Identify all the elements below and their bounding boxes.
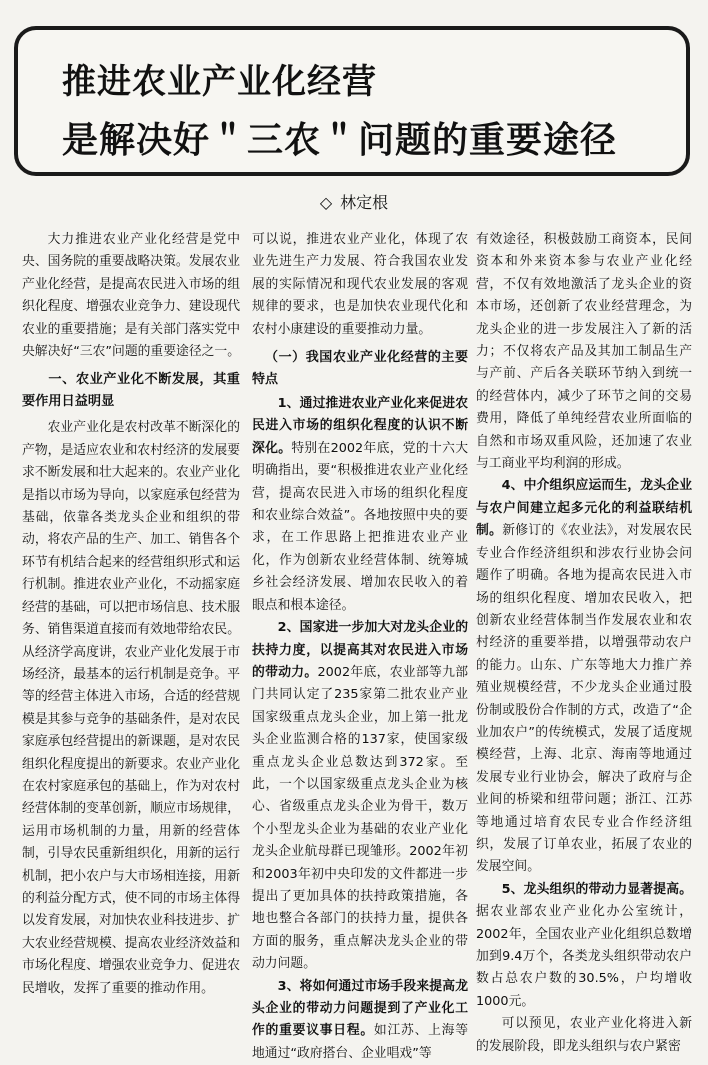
paragraph: 有效途径，积极鼓励工商资本，民间资本和外来资本参与农业产业化经营，不仅有效地激活了龙头企业的资本市场，还创新了农业经营理念，为龙头企业的进一步发展注入了新的活力；不仅将农产品及其加工制品生产与产前、产后各关联环节纳入到统一的经营体内，减少了环节之间的交易费用，降低了单纯经营农业所面临的自然和市场双重风险，还加速了农业与工商业平均利润的形成。 [476,232,692,472]
point-lead: 5、龙头组织的带动力显著提高。 [501,881,692,897]
point-lead: 3、将如何通过市场手段来提高龙头企业的带动力问题提到了产业化工作的重要议事日程。 [252,978,468,1039]
column-3 [476,229,692,1054]
column-1 [22,229,241,996]
point-lead: 4、中介组织应运而生，龙头企业与农户间建立起多元化的利益联结机制。 [476,478,692,539]
column-2 [252,229,468,1061]
section-heading: 一、农业产业化不断发展，其重要作用日益明显 [22,372,240,410]
paragraph: 可以说，推进农业产业化，体现了农业先进生产力发展、符合我国农业发展的实际情况和现代农业发展的客观规律的要求，也是加快农业现代化和农村小康建设的重要推动力量。 [252,232,468,337]
point-lead: 1、通过推进农业产业化来促进农民进入市场的组织化程度的认识不断深化。 [252,396,468,456]
byline [0,190,708,213]
point-text: 如江苏、上海等地通过“政府搭台、企业唱戏”等 [252,1023,468,1061]
paragraph [476,475,692,878]
paragraph [252,617,468,976]
point-text: 新修订的《农业法》，对发展农民专业合作经济组织和涉农行业协会问题作了明确。各地为提高农民进入市场的组织化程度、增加农民收入，把创新农业经营体制当作发展农业和农村经济的重要举措，以增强带动农户的能力。山东、广东等地大力推广养殖业规模经营，不少龙头企业通过股份制或股份合作制的方式，改造了“企业加农户”的传统模式，发展了适度规模经营，上海、北京、海南等地通过发展专业行业协会，解决了政府与企业间的桥梁和纽带问题；浙江、江苏等地通过培育农民专业合作经济组织，发展了订单农业，拓展了农业的发展空间。 [476,523,692,875]
paragraph [252,976,468,1065]
paragraph: 农业产业化是农村改革不断深化的产物，是适应农业和农村经济的发展要求不断发展和壮大起来的。农业产业化是指以市场为导向，以家庭承包经营为基础，依靠各类龙头企业和组织的带动，将农产品的生产、加工、销售各个环节有机结合起来的经营组织形式和运行机制。推进农业产业化，不动摇家庭经营的基础，可以把市场信息、技术服务、销售渠道直接而有效地带给农民。从经济学高度讲，农业产业化发展于市场经济，最基本的运行机制是竞争。平等的经营主体进入市场，合适的经营规模是其参与竞争的基础条件，是对农民家庭承包经营提出的新课题，是对农民组织化程度提出的新要求。农业产业化在农村家庭承包的基础上，作为对农村经营体制的变革创新，顺应市场规律，运用市场机制的力量，用新的经营体制，引导农民重新组织化，用新的运行机制，把小农户与大市场相连接，用新的利益分配方式，使不同的市场主体得以发育发展，对加快农业科技进步、扩大农业经营规模、提高农业经济效益和市场化程度、增强农业竞争力、促进农民增收，发挥了重要的推动作用。 [22,420,240,996]
paragraph: 大力推进农业产业化经营是党中央、国务院的重要战略决策。发展农业产业化经营，是提高农民进入市场的组织化程度、增强农业竞争力、建设现代农业的重要措施；是有关部门落实党中央解决好“三农”问题的重要途径之一。 [22,232,241,360]
title-frame [14,26,690,176]
article-title-line1: 推进农业产业化经营 [62,62,377,102]
point-text: 据农业部农业产业化办公室统计，2002年，全国农业产业化组织总数增加到9.4万个，各类龙头组织带动农户数占总农户数的30.5%，户均增收1000元。 [476,904,692,1009]
subsection-heading: （一）我国农业产业化经营的主要特点 [252,350,468,388]
point-text: 2002年底，农业部等九部门共同认定了235家第二批农业产业国家级重点龙头企业，加上第一批龙头企业监测合格的137家，使国家级重点龙头企业总数达到372家。至此，一个以国家级重点龙头企业为核心、省级重点龙头企业为骨干，数万个小型龙头企业为基础的农业产业化龙头企业航母群已现雏形。2002年初和2003年初中央印发的文件都进一步提出了更加具体的扶持政策措施，各地也整合各部门的扶持力量，提供各方面的服务，重点解决龙头企业的带动力问题。 [252,664,468,972]
paragraph [476,879,692,1013]
point-lead: 2、国家进一步加大对龙头企业的扶持力度，以提高其对农民进入市场的带动力。 [252,620,468,680]
diamond-icon: ◇ [319,193,333,212]
paragraph: 可以预见，农业产业化将进入新的发展阶段，即龙头组织与农户紧密 [476,1016,692,1054]
point-text: 特别在2002年底，党的十六大明确指出，要“积极推进农业产业化经营，提高农民进入市场的组织化程度和农业综合效益”。各地按照中央的要求，在工作思路上把推进农业产业化，作为创新农业经营体制、统筹城乡社会经济发展、增加农民收入的着眼点和根本途径。 [252,440,468,613]
author-name: 林定根 [340,193,389,212]
article-title-line2: 是解决好＂三农＂问题的重要途径 [62,120,618,161]
paragraph [252,393,468,617]
